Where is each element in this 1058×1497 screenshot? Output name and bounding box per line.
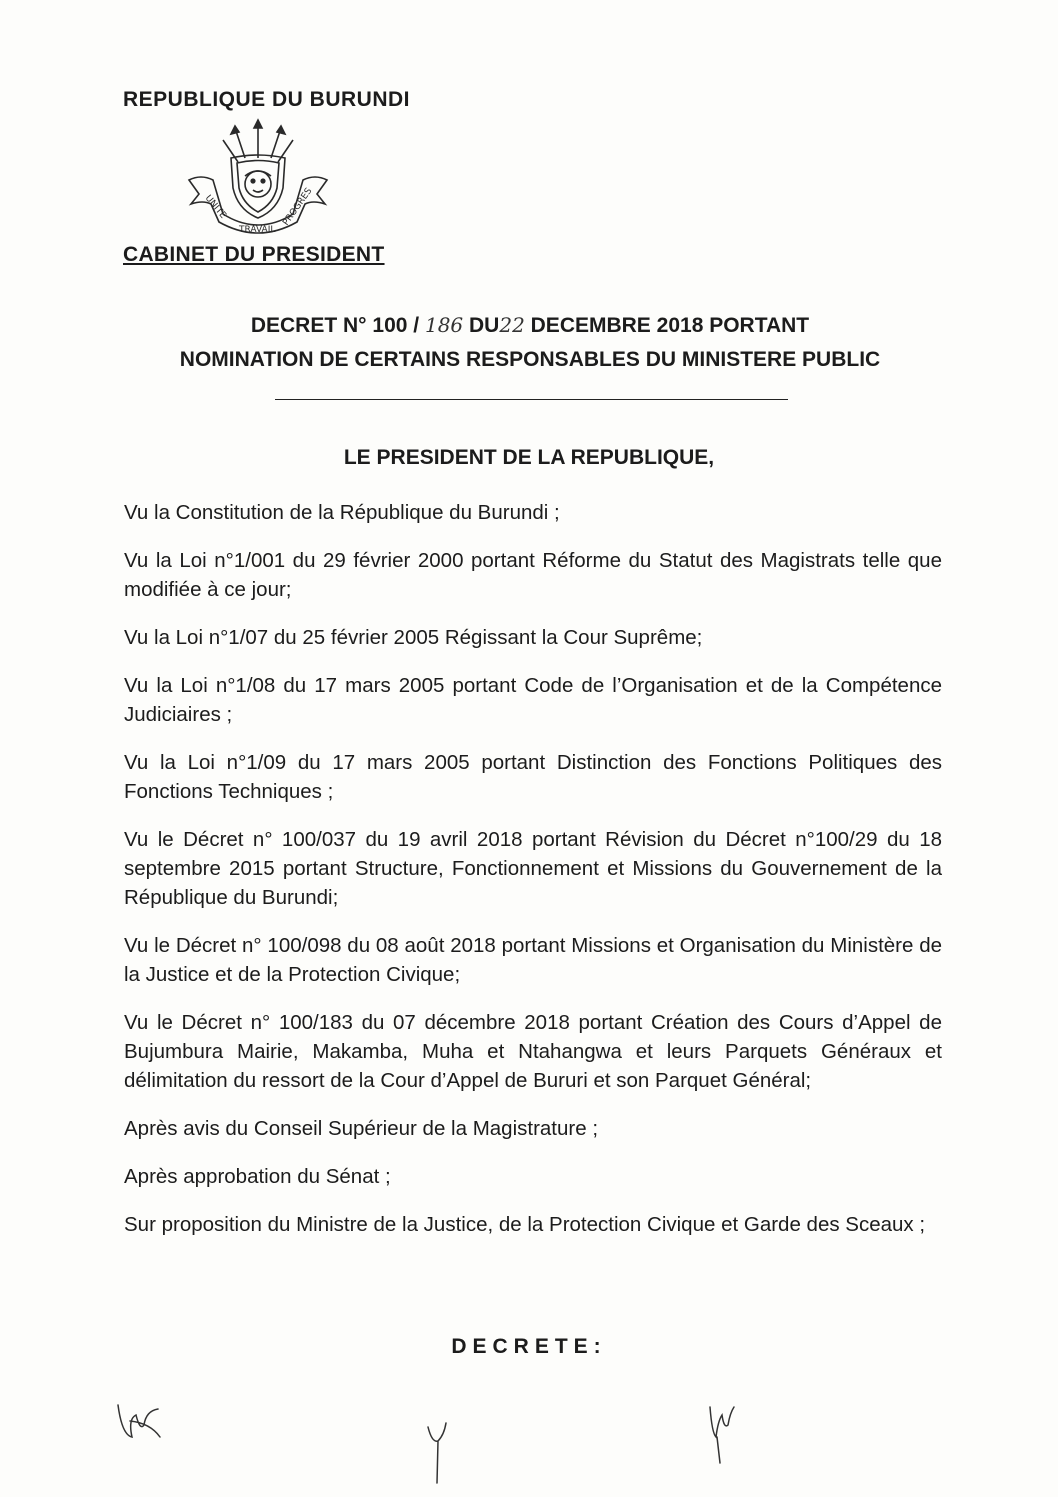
handwritten-decree-day: 22 [499,313,525,337]
handwritten-decree-number: 186 [424,313,464,337]
clause-loi-1-09: Vu la Loi n°1/09 du 17 mars 2005 portant Distinction des Fonctions Politiques des Fonctions Techniques ; [124,751,942,803]
clause-decret-100-098: Vu le Décret n° 100/098 du 08 août 2018 portant Missions et Organisation du Ministère de la Justice et de la Protection Civique; [124,934,942,986]
clause-proposition-ministre: Sur proposition du Ministre de la Justice, de la Protection Civique et Garde des Sceaux ; [124,1213,926,1236]
clause-avis-conseil: Après avis du Conseil Supérieur de la Magistrature ; [124,1117,599,1140]
motto-unite: UNITE [202,193,228,221]
clause-loi-1-001: Vu la Loi n°1/001 du 29 février 2000 portant Réforme du Statut des Magistrats telle que modifiée à ce jour; [124,549,942,601]
decree-title-line-2: NOMINATION DE CERTAINS RESPONSABLES DU MINISTERE PUBLIC [179,348,881,371]
title-divider [275,399,788,400]
decree-date-rest: DECEMBRE 2018 PORTANT [530,314,810,337]
clause-constitution: Vu la Constitution de la République du Burundi ; [124,501,560,524]
clause-loi-1-07: Vu la Loi n°1/07 du 25 février 2005 Régissant la Cour Suprême; [124,626,703,649]
clause-decret-100-037: Vu le Décret n° 100/037 du 19 avril 2018 portant Révision du Décret n°100/29 du 18 septembre 2015 portant Structure, Fonctionnement et Missions du Gouvernement de la République du Burundi; [124,828,942,909]
handwritten-initials [110,1385,930,1495]
clause-loi-1-08: Vu la Loi n°1/08 du 17 mars 2005 portant Code de l’Organisation et de la Compétence Judiciaires ; [124,674,942,726]
president-heading: LE PRESIDENT DE LA REPUBLIQUE, [343,446,715,469]
decree-title-line-1 [110,308,950,343]
motto-travail: TRAVAIL [239,225,276,235]
initial-middle-icon [428,1423,446,1483]
clause-approbation-senat: Après approbation du Sénat ; [124,1165,391,1188]
clause-decret-100-183: Vu le Décret n° 100/183 du 07 décembre 2018 portant Création des Cours d’Appel de Bujumbura Mairie, Makamba, Muha et Ntahangwa et leurs Parquets Généraux et délimitation du ressort de la Cour d’Appel de Bururi et son Parquet Général; [124,1011,942,1092]
decree-number-prefix: DECRET N° 100 / [250,314,420,337]
initial-left-icon [118,1405,160,1437]
decree-title [110,308,950,377]
office-heading: CABINET DU PRESIDENT [123,243,385,266]
initial-right-icon [710,1407,734,1463]
country-heading: REPUBLIQUE DU BURUNDI [123,88,411,111]
burundi-coat-of-arms-icon [183,118,333,238]
motto-progres: PROGRES [281,186,315,228]
decrete-heading: DECRETE: [451,1335,607,1358]
decree-du: DU [469,314,500,337]
preamble-clauses [124,498,942,1258]
